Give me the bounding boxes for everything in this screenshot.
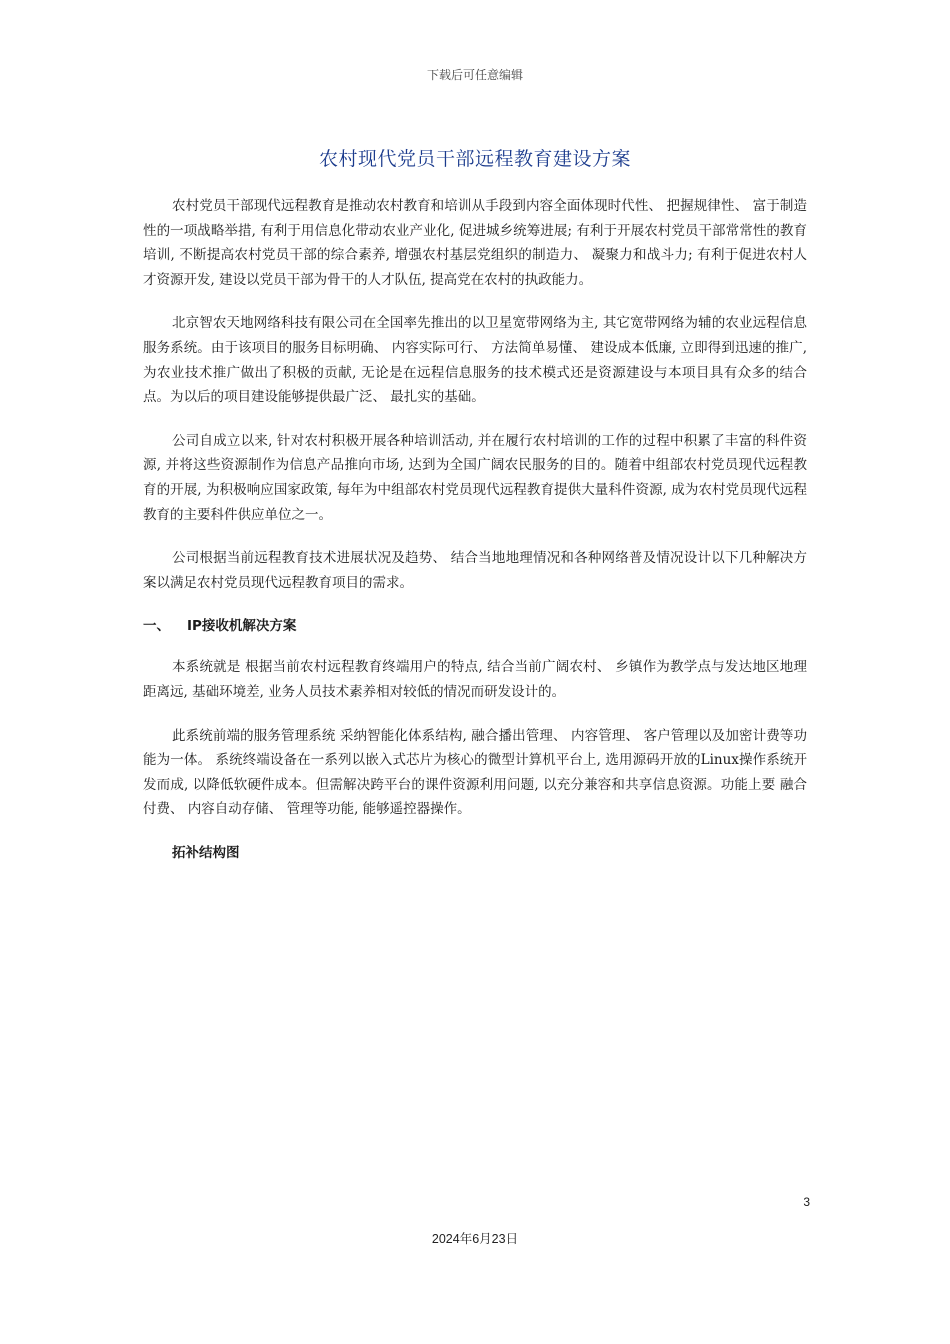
intro-paragraph-2: 北京智农天地网络科技有限公司在全国率先推出的以卫星宽带网络为主, 其它宽带网络为辅的农业远程信息服务系统。由于该项目的服务目标明确、 内容实际可行、 方法简单易懂、 建设成本低廉, 立即得到迅速的推广, 为农业技术推广做出了积极的贡献, 无论是在远程信息服务的技术模式还是资源建设与本项目具有众多的结合点。为以后的项目建设能够提供最广泛、 最扎实的基础。 — [143, 315, 807, 406]
section-paragraph-1: 本系统就是 根据当前农村远程教育终端用户的特点, 结合当前广阔农村、 乡镇作为教学点与发达地区地理距离远, 基础环境差, 业务人员技术素养相对较低的情况而研发设计的。 — [143, 659, 807, 700]
document-title: 农村现代党员干部远程教育建设方案 — [318, 148, 631, 170]
footer-date: 2024年6月23日 — [431, 1232, 519, 1246]
section-number: 一、 — [143, 618, 170, 635]
intro-paragraph-3: 公司自成立以来, 针对农村积极开展各种培训活动, 并在履行农村培训的工作的过程中积累了丰富的科件资源, 并将这些资源制作为信息产品推向市场, 达到为全国广阔农民服务的目的。随着中组部农村党员现代远程教育的开展, 为积极响应国家政策, 每年为中组部农村党员现代远程教育提供大量科件资源, 成为农村党员现代远程教育的主要科件供应单位之一。 — [143, 432, 807, 523]
intro-paragraph-4: 公司根据当前远程教育技术进展状况及趋势、 结合当地地理情况和各种网络普及情况设计以下几种解决方案以满足农村党员现代远程教育项目的需求。 — [143, 550, 807, 591]
section-heading-ip-receiver — [143, 614, 807, 638]
header-note: 下载后可任意编辑 — [426, 68, 523, 82]
section-paragraph-2: 此系统前端的服务管理系统 采纳智能化体系结构, 融合播出管理、 内容管理、 客户管理以及加密计费等功能为一体。 系统终端设备在一系列以嵌入式芯片为核心的微型计算机平台上, 选用源码开放的Linux操作系统开发而成, 以降低软硬件成本。但需解决跨平台的课件资源利用问题, 以充分兼容和共享信息资源。功能上要 融合付费、 内容自动存储、 管理等功能, 能够遥控器操作。 — [143, 727, 807, 818]
intro-paragraph-1: 农村党员干部现代远程教育是推动农村教育和培训从手段到内容全面体现时代性、 把握规律性、 富于制造性的一项战略举措, 有利于用信息化带动农业产业化, 促进城乡统筹进展; 有利于开展农村党员干部常常性的教育培训, 不断提高农村党员干部的综合素养, 增强农村基层党组织的制造力、 凝聚力和战斗力; 有利于促进农村人才资源开发, 建设以党员干部为骨干的人才队伍, 提高党在农村的执政能力。 — [143, 198, 807, 288]
topology-diagram-heading: 拓补结构图 — [172, 844, 240, 861]
page-number: 3 — [803, 1195, 810, 1209]
section-title: IP接收机解决方案 — [187, 618, 297, 635]
document-body — [143, 194, 807, 865]
